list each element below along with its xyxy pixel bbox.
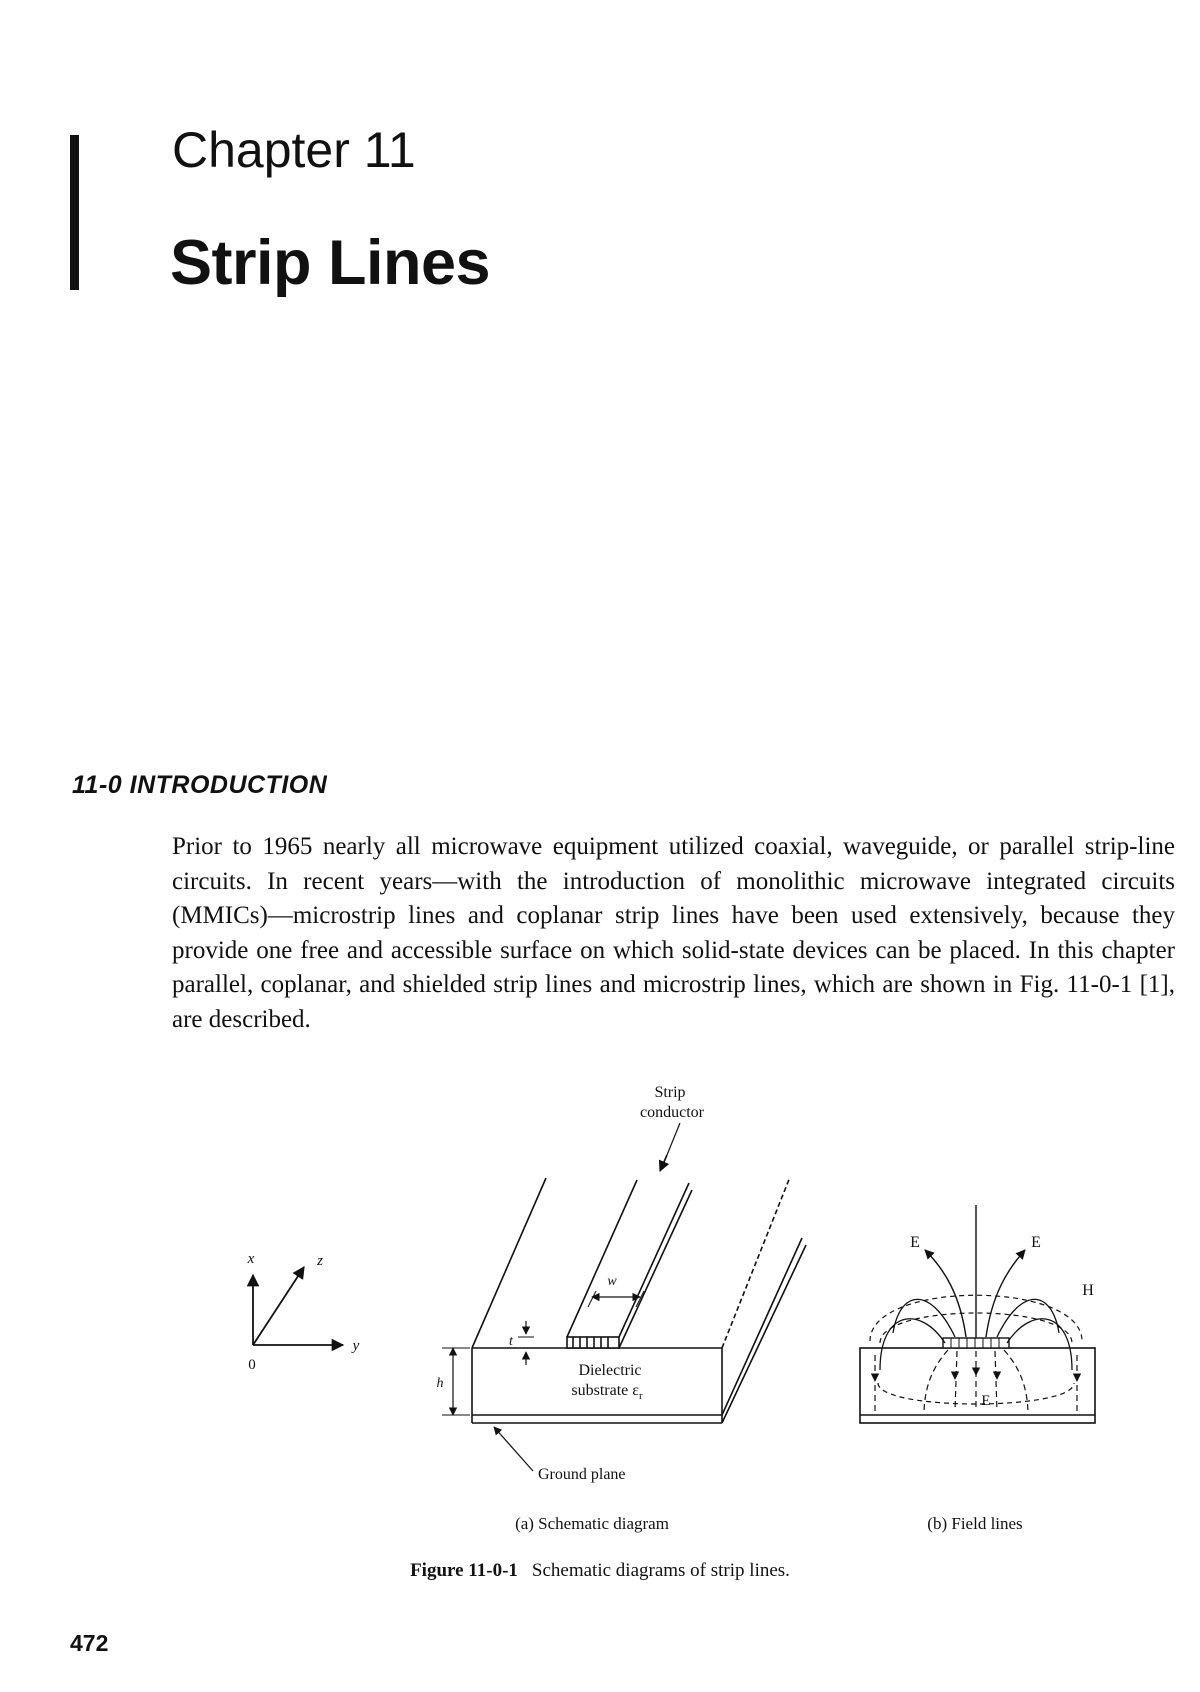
schematic-diagram — [442, 1123, 806, 1471]
chapter-rule — [70, 135, 79, 290]
t-label: t — [509, 1334, 513, 1349]
axis-y-label: y — [352, 1338, 360, 1354]
chapter-label: Chapter 11 — [172, 122, 416, 178]
strip-label-line2: conductor — [640, 1104, 704, 1121]
figure-number: Figure 11-0-1 — [410, 1560, 518, 1581]
intro-paragraph: Prior to 1965 nearly all microwave equipment utilized coaxial, waveguide, or parallel strip-line circuits. In recent years—with the introduction of monolithic microwave integrated circuits (MMICs)—microstrip lines and coplanar strip lines have been used extensively, because they provide one free and accessible surface on which solid-state devices can be placed. In this chapter parallel, coplanar, and shielded strip lines and microstrip lines, which are shown in Fig. 11-0-1 [1], are described. — [172, 833, 1175, 1033]
e-label-right: E — [1031, 1234, 1041, 1251]
chapter-title: Strip Lines — [170, 228, 491, 298]
figure-caption — [0, 1560, 1200, 1582]
e-label-left: E — [910, 1234, 920, 1251]
dielectric-label-line2: substrate $\varepsilon_r$ — [571, 1382, 643, 1402]
h-field-label: H — [1082, 1282, 1094, 1299]
w-label: w — [607, 1274, 617, 1289]
strip-line-figure — [0, 1075, 1200, 1555]
subcaption-a: (a) Schematic diagram — [515, 1514, 669, 1533]
strip-label-line1: Strip — [654, 1084, 686, 1101]
page-number: 472 — [70, 1630, 109, 1656]
ground-plane-label: Ground plane — [538, 1466, 626, 1483]
h-label: h — [436, 1376, 444, 1391]
subcaption-b: (b) Field lines — [927, 1514, 1023, 1533]
section-heading: 11-0 INTRODUCTION — [72, 771, 328, 799]
axes-diagram — [253, 1267, 343, 1345]
field-lines-diagram — [860, 1205, 1095, 1423]
figure-caption-text: Schematic diagrams of strip lines. — [531, 1560, 790, 1581]
e-label-bottom: E — [981, 1393, 991, 1409]
dielectric-label-line1: Dielectric — [578, 1362, 642, 1379]
origin-label: 0 — [248, 1357, 256, 1373]
axis-z-label: z — [317, 1253, 323, 1269]
axis-x-label: x — [247, 1251, 255, 1267]
